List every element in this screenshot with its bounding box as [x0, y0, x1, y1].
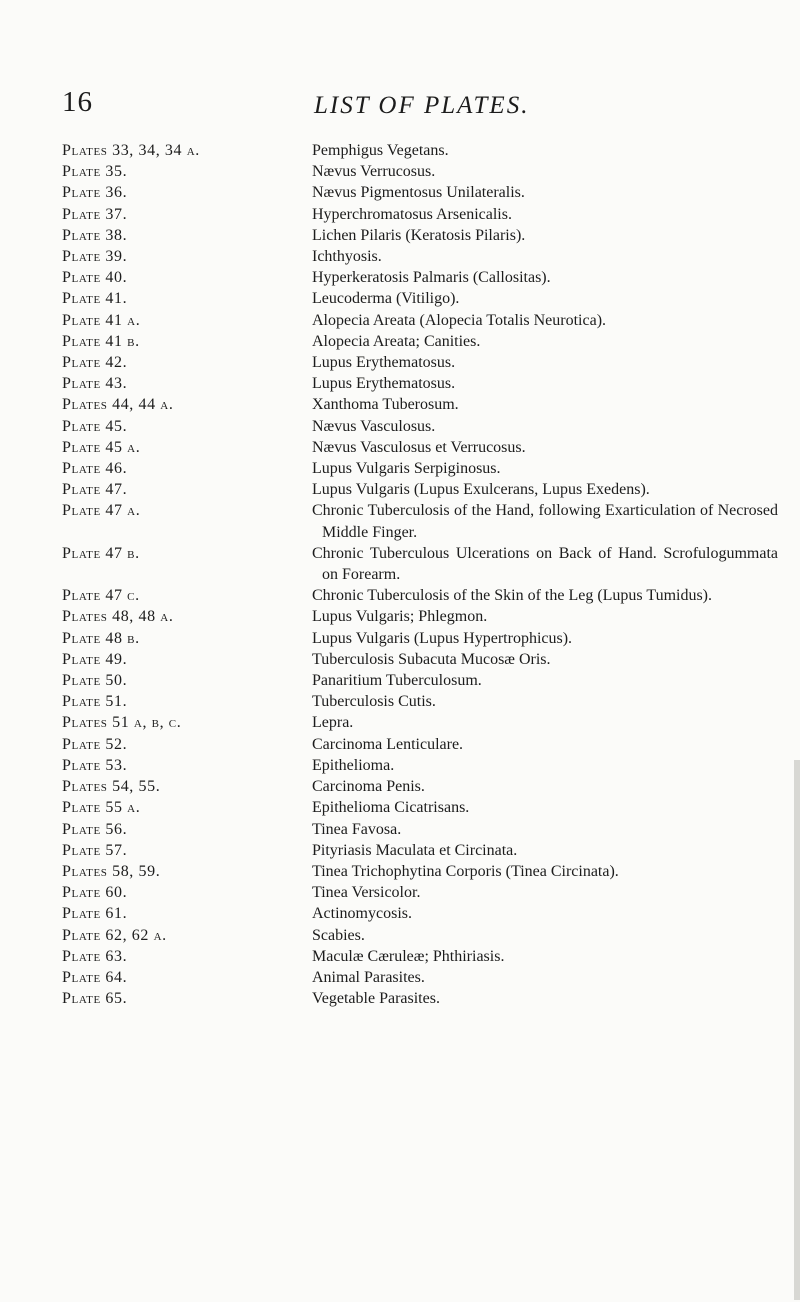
plate-description: Alopecia Areata (Alopecia Totalis Neurotica).: [312, 311, 607, 329]
plate-description: Vegetable Parasites.: [312, 990, 440, 1008]
plate-description: Pityriasis Maculata et Circinata.: [312, 841, 518, 859]
plate-entry: [62, 352, 778, 373]
plate-description: Nævus Vasculosus et Verrucosus.: [312, 438, 526, 456]
plate-reference: Plates 48, 48 a.: [62, 608, 174, 626]
plate-reference: Plate 57.: [62, 841, 128, 859]
plate-entry: [62, 500, 778, 542]
plate-reference: Plate 56.: [62, 820, 128, 838]
plate-reference: Plate 53.: [62, 756, 128, 774]
plate-entry: [62, 331, 778, 352]
plate-description: Lupus Vulgaris Serpiginosus.: [312, 460, 501, 478]
plate-reference: Plate 37.: [62, 205, 128, 223]
plate-entry: [62, 882, 778, 903]
plates-list: [62, 140, 778, 1009]
plate-entry: [62, 310, 778, 331]
plate-description: Hyperkeratosis Palmaris (Callositas).: [312, 269, 551, 287]
plate-description: Chronic Tuberculosis of the Hand, following Exarticulation of Necrosed Middle Finger.: [312, 502, 778, 541]
plate-entry: [62, 267, 778, 288]
plate-entry: [62, 585, 778, 606]
plate-reference: Plate 39.: [62, 248, 128, 266]
plate-reference: Plate 47 a.: [62, 502, 141, 520]
plate-reference: Plate 46.: [62, 460, 128, 478]
plate-description: Lupus Vulgaris (Lupus Hypertrophicus).: [312, 629, 573, 647]
plate-description: Chronic Tuberculosis of the Skin of the Leg (Lupus Tumidus).: [312, 587, 713, 605]
plate-reference: Plates 44, 44 a.: [62, 396, 174, 414]
plate-reference: Plate 48 b.: [62, 629, 140, 647]
plate-reference: Plate 47 b.: [62, 544, 140, 562]
plate-entry: [62, 394, 778, 415]
plate-entry: [62, 479, 778, 500]
plate-description: Scabies.: [312, 926, 365, 944]
plate-entry: [62, 246, 778, 267]
plate-description: Chronic Tuberculous Ulcerations on Back of Hand. Scrofulogummata on Forearm.: [312, 544, 778, 584]
scan-edge-shadow: [794, 760, 800, 1300]
plate-entry: [62, 946, 778, 967]
plate-entry: [62, 182, 778, 203]
plate-description: Nævus Verrucosus.: [312, 163, 436, 181]
plate-description: Tuberculosis Subacuta Mucosæ Oris.: [312, 650, 551, 668]
plate-entry: [62, 161, 778, 182]
plate-entry: [62, 628, 778, 649]
plate-reference: Plate 36.: [62, 184, 128, 202]
plate-reference: Plate 45.: [62, 417, 128, 435]
plate-description: Lupus Vulgaris (Lupus Exulcerans, Lupus Exedens).: [312, 481, 650, 499]
plate-reference: Plate 40.: [62, 269, 128, 287]
plate-description: Animal Parasites.: [312, 968, 425, 986]
plate-reference: Plate 43.: [62, 375, 128, 393]
plate-reference: Plate 38.: [62, 226, 128, 244]
plate-reference: Plate 47 c.: [62, 587, 140, 605]
plate-entry: [62, 288, 778, 309]
plate-reference: Plate 63.: [62, 947, 128, 965]
plate-description: Lupus Erythematosus.: [312, 375, 456, 393]
plate-entry: [62, 691, 778, 712]
plate-reference: Plate 51.: [62, 693, 128, 711]
plate-reference: Plate 42.: [62, 354, 128, 372]
plate-description: Tinea Favosa.: [312, 820, 402, 838]
plate-description: Hyperchromatosus Arsenicalis.: [312, 205, 512, 223]
plate-reference: Plate 35.: [62, 163, 128, 181]
plate-description: Ichthyosis.: [312, 248, 382, 266]
plate-description: Alopecia Areata; Canities.: [312, 332, 481, 350]
plate-entry: [62, 967, 778, 988]
plate-reference: Plate 65.: [62, 990, 128, 1008]
plate-entry: [62, 840, 778, 861]
plate-reference: Plate 61.: [62, 905, 128, 923]
plate-entry: [62, 712, 778, 733]
plate-reference: Plate 41 b.: [62, 332, 140, 350]
plate-entry: [62, 903, 778, 924]
plate-reference: Plate 41 a.: [62, 311, 141, 329]
page-number: 16: [62, 86, 93, 118]
plate-entry: [62, 458, 778, 479]
plate-description: Tuberculosis Cutis.: [312, 693, 436, 711]
plate-description: Nævus Vasculosus.: [312, 417, 436, 435]
plate-entry: [62, 734, 778, 755]
plate-entry: [62, 204, 778, 225]
plate-entry: [62, 861, 778, 882]
plate-entry: [62, 670, 778, 691]
plate-entry: [62, 819, 778, 840]
plate-description: Xanthoma Tuberosum.: [312, 396, 459, 414]
plate-description: Maculæ Cæruleæ; Phthiriasis.: [312, 947, 505, 965]
plate-reference: Plate 45 a.: [62, 438, 141, 456]
plate-description: Leucoderma (Vitiligo).: [312, 290, 460, 308]
plate-entry: [62, 373, 778, 394]
plate-entry: [62, 543, 778, 585]
plate-reference: Plate 55 a.: [62, 799, 141, 817]
plate-reference: Plates 58, 59.: [62, 862, 161, 880]
plate-reference: Plate 60.: [62, 884, 128, 902]
plate-description: Pemphigus Vegetans.: [312, 142, 449, 159]
plate-reference: Plate 62, 62 a.: [62, 926, 167, 944]
plate-entry: [62, 755, 778, 776]
plate-description: Lichen Pilaris (Keratosis Pilaris).: [312, 226, 526, 244]
plate-reference: Plate 41.: [62, 290, 128, 308]
plate-reference: Plate 64.: [62, 968, 128, 986]
plate-description: Epithelioma.: [312, 756, 395, 774]
plate-entry: [62, 416, 778, 437]
plate-entry: [62, 437, 778, 458]
plate-description: Carcinoma Lenticulare.: [312, 735, 464, 753]
plate-description: Carcinoma Penis.: [312, 778, 425, 796]
plate-entry: [62, 988, 778, 1009]
plate-entry: [62, 225, 778, 246]
plate-reference: Plate 52.: [62, 735, 128, 753]
plate-description: Lupus Vulgaris; Phlegmon.: [312, 608, 488, 626]
plate-description: Lepra.: [312, 714, 354, 732]
plate-description: Epithelioma Cicatrisans.: [312, 799, 470, 817]
plate-entry: [62, 649, 778, 670]
plate-reference: Plates 33, 34, 34 a.: [62, 142, 200, 159]
plate-entry: [62, 776, 778, 797]
plate-description: Lupus Erythematosus.: [312, 354, 456, 372]
running-head: LIST OF PLATES.: [314, 92, 530, 119]
plate-entry: [62, 606, 778, 627]
plate-reference: Plate 50.: [62, 672, 128, 690]
plate-reference: Plates 51 a, b, c.: [62, 714, 182, 732]
plate-reference: Plate 49.: [62, 650, 128, 668]
plate-reference: Plate 47.: [62, 481, 128, 499]
plate-description: Tinea Trichophytina Corporis (Tinea Circinata).: [312, 862, 619, 880]
plate-description: Nævus Pigmentosus Unilateralis.: [312, 184, 525, 202]
plate-description: Tinea Versicolor.: [312, 884, 421, 902]
plate-description: Panaritium Tuberculosum.: [312, 672, 482, 690]
plate-description: Actinomycosis.: [312, 905, 412, 923]
plate-reference: Plates 54, 55.: [62, 778, 161, 796]
plate-entry: [62, 797, 778, 818]
plate-entry: [62, 925, 778, 946]
plate-entry: [62, 140, 778, 161]
